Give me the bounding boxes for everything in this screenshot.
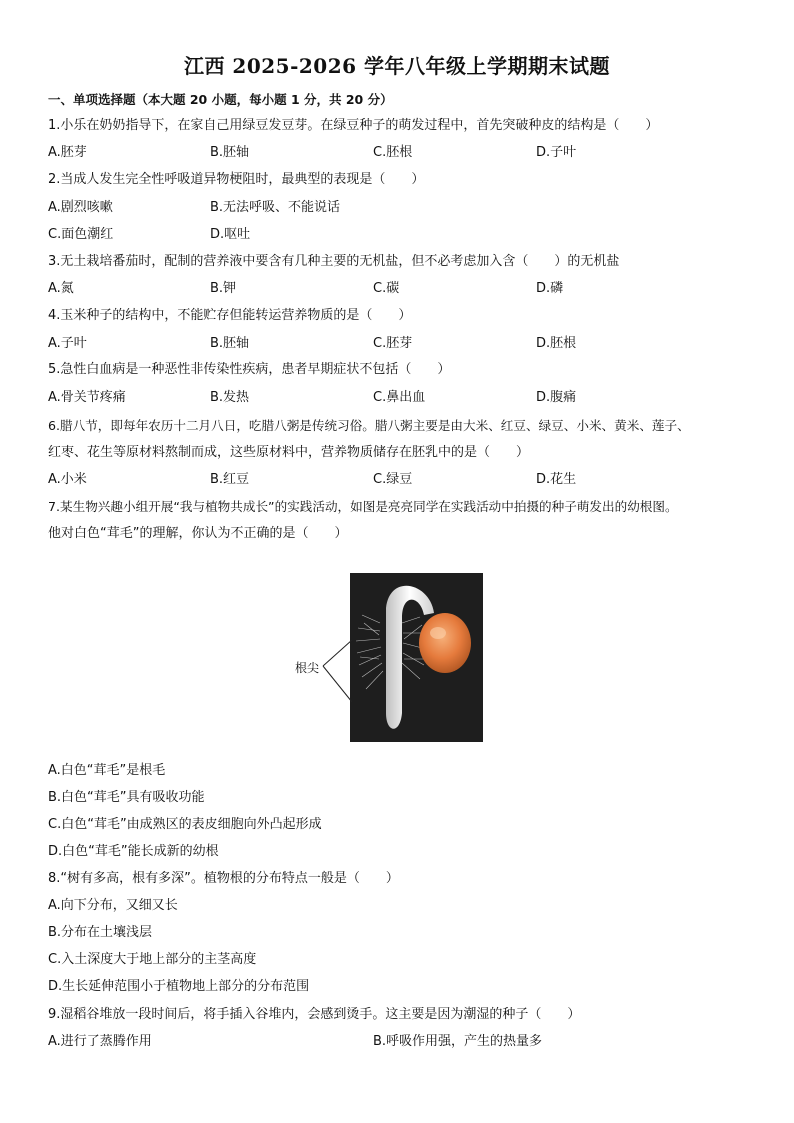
question-3-stem: 3.无土栽培番茄时，配制的营养液中要含有几种主要的无机盐，但不必考虑加入含（ ）的无机盐: [48, 254, 620, 269]
option-d[interactable]: D.子叶: [536, 145, 577, 160]
option-d[interactable]: D.腹痛: [536, 390, 577, 405]
question-8-stem: 8.“树有多高，根有多深”。植物根的分布特点一般是（ ）: [48, 871, 399, 886]
option-c[interactable]: C.碳: [373, 281, 400, 296]
option-b[interactable]: B.呼吸作用强，产生的热量多: [373, 1034, 543, 1049]
question-7-stem-line2: 他对白色“茸毛”的理解，你认为不正确的是（ ）: [48, 526, 348, 541]
question-1-stem: 1.小乐在奶奶指导下，在家自己用绿豆发豆芽。在绿豆种子的萌发过程中，首先突破种皮的结构是（ ）: [48, 118, 659, 133]
question-7-option-d[interactable]: D.白色“茸毛”能长成新的幼根: [48, 844, 219, 859]
section-heading: 一、单项选择题（本大题 20 小题，每小题 1 分，共 20 分）: [48, 92, 393, 107]
option-a[interactable]: A.剧烈咳嗽: [48, 200, 113, 215]
question-5-stem: 5.急性白血病是一种恶性非传染性疾病，患者早期症状不包括（ ）: [48, 362, 451, 377]
option-a[interactable]: A.骨关节疼痛: [48, 390, 126, 405]
question-4-stem: 4.玉米种子的结构中，不能贮存但能转运营养物质的是（ ）: [48, 308, 412, 323]
question-8-option-b[interactable]: B.分布在土壤浅层: [48, 925, 153, 940]
option-b[interactable]: B.钾: [210, 281, 237, 296]
option-c[interactable]: C.胚根: [373, 145, 413, 160]
option-b[interactable]: B.红豆: [210, 472, 250, 487]
option-c[interactable]: C.绿豆: [373, 472, 413, 487]
option-a[interactable]: A.氮: [48, 281, 74, 296]
option-d[interactable]: D.磷: [536, 281, 564, 296]
option-a[interactable]: A.胚芽: [48, 145, 87, 160]
option-a[interactable]: A.子叶: [48, 336, 87, 351]
option-c[interactable]: C.鼻出血: [373, 390, 426, 405]
question-9-options: [48, 1033, 748, 1051]
question-8-option-c[interactable]: C.入土深度大于地上部分的主茎高度: [48, 952, 257, 967]
exam-title: 江西 2025-2026 学年八年级上学期期末试题: [183, 54, 611, 78]
option-c[interactable]: C.面色潮红: [48, 227, 114, 242]
question-6-stem-line1: 6.腊八节，即每年农历十二月八日，吃腊八粥是传统习俗。腊八粥主要是由大米、红豆、绿豆、小米、黄米、莲子、: [48, 418, 690, 433]
option-b[interactable]: B.发热: [210, 390, 250, 405]
question-9-stem: 9.湿稻谷堆放一段时间后，将手插入谷堆内，会感到烫手。这主要是因为潮湿的种子（ ）: [48, 1007, 581, 1022]
question-7-option-a[interactable]: A.白色“茸毛”是根毛: [48, 763, 166, 778]
question-2-stem: 2.当成人发生完全性呼吸道异物梗阻时，最典型的表现是（ ）: [48, 172, 425, 187]
root-tip-label: 根尖: [295, 661, 320, 675]
option-b[interactable]: B.胚轴: [210, 145, 250, 160]
option-b[interactable]: B.无法呼吸、不能说话: [210, 200, 341, 215]
question-8-option-d[interactable]: D.生长延伸范围小于植物地上部分的分布范围: [48, 979, 310, 994]
option-d[interactable]: D.胚根: [536, 336, 577, 351]
question-8-option-a[interactable]: A.向下分布，又细又长: [48, 898, 178, 913]
question-6-stem-line2: 红枣、花生等原材料熬制而成，这些原材料中，营养物质储存在胚乳中的是（ ）: [48, 445, 530, 460]
option-c[interactable]: C.胚芽: [373, 336, 413, 351]
question-7-stem-line1: 7.某生物兴趣小组开展“我与植物共成长”的实践活动，如图是亮亮同学在实践活动中拍摄的种子萌发出的幼根图。: [48, 499, 678, 514]
question-7-option-b[interactable]: B.白色“茸毛”具有吸收功能: [48, 790, 205, 805]
option-d[interactable]: D.花生: [536, 472, 577, 487]
option-a[interactable]: A.进行了蒸腾作用: [48, 1034, 152, 1049]
question-7-option-c[interactable]: C.白色“茸毛”由成熟区的表皮细胞向外凸起形成: [48, 817, 322, 832]
option-a[interactable]: A.小米: [48, 472, 87, 487]
option-d[interactable]: D.呕吐: [210, 227, 251, 242]
option-b[interactable]: B.胚轴: [210, 336, 250, 351]
